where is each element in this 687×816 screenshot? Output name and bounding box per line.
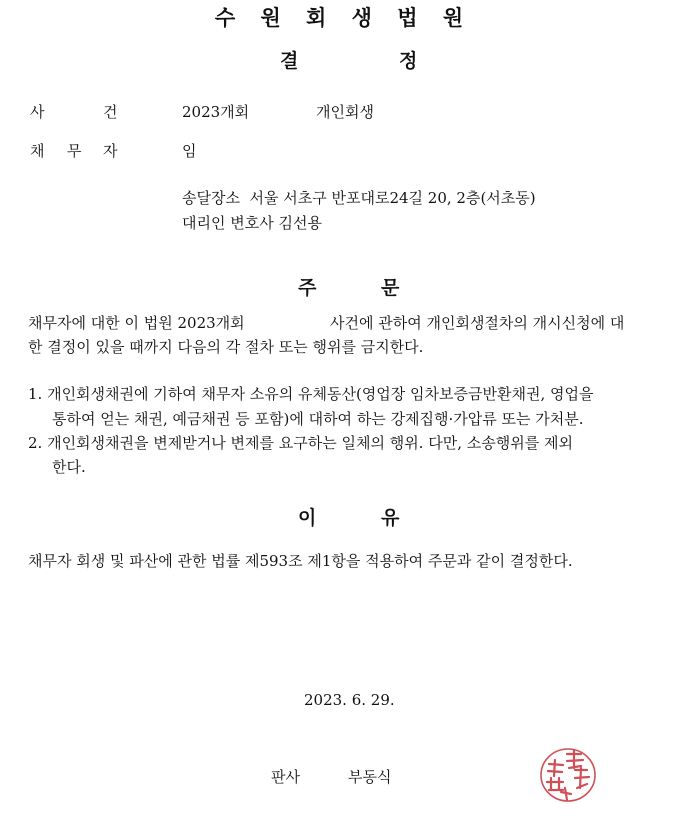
case-label-b: 건: [103, 103, 118, 121]
judge-seal-icon: [537, 744, 599, 806]
order-heading-left: 주: [298, 277, 317, 299]
doc-title-left: 결: [280, 50, 299, 72]
doc-title-right: 정: [399, 50, 418, 72]
court-name: 수 원 회 생 법 원: [214, 6, 473, 30]
order-text-line2: 한 결정이 있을 때까지 다음의 각 절차 또는 행위를 금지한다.: [28, 338, 424, 356]
item-2-line1: 2. 개인회생채권을 변제받거나 변제를 요구하는 일체의 행위. 다만, 소송행위를 제외: [28, 434, 573, 452]
item-2-line2: 한다.: [52, 458, 86, 476]
debtor-name: 임: [182, 142, 197, 160]
order-heading-right: 문: [381, 277, 400, 299]
judge-name: 부동식: [348, 768, 392, 786]
decision-date: 2023. 6. 29.: [304, 691, 395, 709]
reason-heading-left: 이: [298, 507, 317, 529]
case-type: 개인회생: [316, 103, 374, 121]
judge-title: 판사: [271, 768, 300, 786]
item-1-line2: 통하여 얻는 채권, 예금채권 등 포함)에 대하여 하는 강제집행·가압류 또는 가처분.: [52, 410, 584, 428]
agent: 대리인 변호사 김선용: [182, 214, 322, 232]
debtor-label-c: 자: [103, 142, 118, 160]
service-address: 송달장소 서울 서초구 반포대로24길 20, 2층(서초동): [182, 189, 536, 207]
item-1-line1: 1. 개인회생채권에 기하여 채무자 소유의 유체동산(영업장 임차보증금반환채권, 영업을: [28, 385, 594, 403]
order-text-part2: 사건에 관하여 개인회생절차의 개시신청에 대: [330, 314, 625, 332]
reason-text: 채무자 회생 및 파산에 관한 법률 제593조 제1항을 적용하여 주문과 같이 결정한다.: [28, 552, 573, 570]
case-number: 2023개회: [182, 103, 250, 121]
order-text-part1: 채무자에 대한 이 법원 2023개회: [28, 314, 245, 332]
debtor-label-a: 채: [30, 142, 45, 160]
reason-heading-right: 유: [381, 507, 400, 529]
case-label-a: 사: [30, 103, 45, 121]
debtor-label-b: 무: [67, 142, 82, 160]
